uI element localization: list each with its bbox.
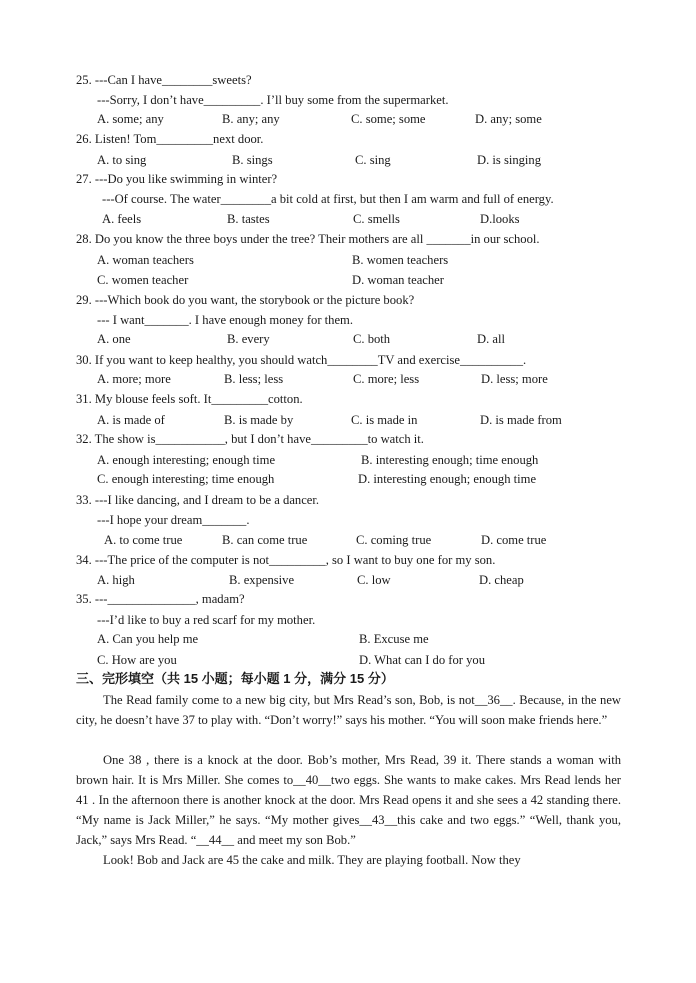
option-d: D. come true — [481, 533, 547, 547]
option-a: A. one — [97, 332, 131, 346]
section-heading: 三、完形填空（共 15 小题；每小题 1 分，满分 15 分） — [76, 671, 394, 686]
option-c: C. low — [357, 573, 391, 587]
option-b: B. any; any — [222, 112, 280, 126]
option-a: A. to come true — [104, 533, 183, 547]
option-c: C. enough interesting; time enough — [97, 472, 275, 486]
question-stem: 27. ---Do you like swimming in winter? — [76, 172, 278, 186]
option-b: B. is made by — [224, 413, 294, 427]
cloze-paragraph: The Read family come to a new big city, but Mrs Read’s son, Bob, is not__36__. Because, in the new city, he doesn’t have 37 to play with. “Don’t worry!” says his mother. “You will soon make friends here.” — [76, 693, 621, 727]
option-c: C. coming true — [356, 533, 432, 547]
option-c: C. women teacher — [97, 273, 189, 287]
option-a: A. woman teachers — [97, 253, 194, 267]
option-a: A. feels — [102, 212, 142, 226]
option-d: D.looks — [480, 212, 520, 226]
option-b: B. interesting enough; time enough — [361, 453, 539, 467]
question-stem: 29. ---Which book do you want, the storybook or the picture book? — [76, 293, 415, 307]
option-a: A. more; more — [97, 372, 171, 386]
option-a: A. enough interesting; enough time — [97, 453, 276, 467]
option-c: C. some; some — [351, 112, 426, 126]
option-b: B. can come true — [222, 533, 308, 547]
option-d: D. is singing — [477, 153, 542, 167]
question-stem: 32. The show is___________, but I don’t have_________to watch it. — [76, 432, 424, 446]
option-c: C. sing — [355, 153, 391, 167]
option-a: A. is made of — [97, 413, 165, 427]
question-stem: 31. My blouse feels soft. It_________cotton. — [76, 392, 303, 406]
option-a: A. to sing — [97, 153, 147, 167]
option-b: B. less; less — [224, 372, 284, 386]
question-stem: 33. ---I like dancing, and I dream to be a dancer. — [76, 493, 320, 507]
option-d: D. all — [477, 332, 505, 346]
question-stem: 35. ---______________, madam? — [76, 592, 245, 606]
option-d: D. less; more — [481, 372, 548, 386]
option-c: C. both — [353, 332, 391, 346]
option-c: C. more; less — [353, 372, 420, 386]
cloze-paragraph: Look! Bob and Jack are 45 the cake and milk. They are playing football. Now they — [103, 853, 521, 867]
option-a: A. high — [97, 573, 135, 587]
option-b: B. sings — [232, 153, 273, 167]
question-stem: 26. Listen! Tom_________next door. — [76, 132, 264, 146]
option-a: A. Can you help me — [97, 632, 199, 646]
option-d: D. any; some — [475, 112, 542, 126]
option-d: D. woman teacher — [352, 273, 444, 287]
option-c: C. smells — [353, 212, 400, 226]
option-c: C. How are you — [97, 653, 177, 667]
option-d: D. is made from — [480, 413, 562, 427]
question-stem: 34. ---The price of the computer is not_________, so I want to buy one for my son. — [76, 553, 496, 567]
option-b: B. women teachers — [352, 253, 449, 267]
question-stem: 30. If you want to keep healthy, you should watch________TV and exercise__________. — [76, 353, 527, 367]
question-stem: 25. ---Can I have________sweets? — [76, 73, 252, 87]
option-d: D. cheap — [479, 573, 524, 587]
option-d: D. What can I do for you — [359, 653, 486, 667]
option-b: B. tastes — [227, 212, 270, 226]
option-c: C. is made in — [351, 413, 418, 427]
question-line: ---Of course. The water________a bit cold at first, but then I am warm and full of energy. — [102, 192, 554, 206]
question-stem: 28. Do you know the three boys under the tree? Their mothers are all _______in our school. — [76, 232, 540, 246]
question-line: ---I’d like to buy a red scarf for my mother. — [97, 613, 316, 627]
option-d: D. interesting enough; enough time — [358, 472, 537, 486]
question-line: ---Sorry, I don’t have_________. I’ll buy some from the supermarket. — [97, 93, 449, 107]
option-b: B. expensive — [229, 573, 295, 587]
question-line: ---I hope your dream_______. — [97, 513, 250, 527]
option-b: B. every — [227, 332, 270, 346]
cloze-paragraph: One 38 , there is a knock at the door. Bob’s mother, Mrs Read, 39 it. There stands a woman with brown hair. It is Mrs Miller. She comes to__40__two eggs. She wants to make cakes. Mrs Read lends her 41 . In the afternoon there is another knock at the door. Mrs Read opens it and she sees a 42 standing there. “My name is Jack Miller,” he says. “My mother gives__43__this cake and two eggs.” “Well, thank you, Jack,” says Mrs Read. “__44__ and meet my son Bob.” — [76, 753, 621, 847]
question-line: --- I want_______. I have enough money for them. — [97, 313, 354, 327]
option-a: A. some; any — [97, 112, 164, 126]
option-b: B. Excuse me — [359, 632, 429, 646]
